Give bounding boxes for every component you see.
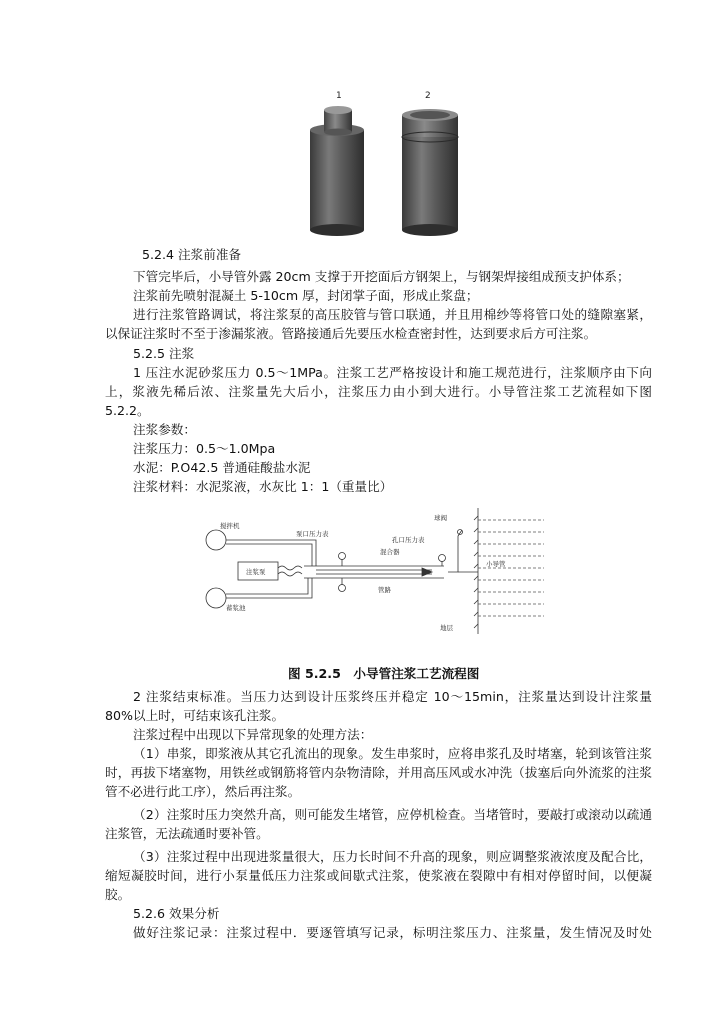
- pipe-cap-figure: [270, 80, 480, 240]
- section-5-2-6-heading: 5.2.6 效果分析: [133, 906, 220, 921]
- section-5-2-5-heading: 5.2.5 注浆: [133, 346, 195, 361]
- cylinder-1: [310, 106, 364, 236]
- grouting-flow-diagram: [196, 506, 548, 642]
- paragraph-line: 下管完毕后，小导管外露 20cm 支撑于开挖面后方钢架上，与钢架焊接组成预支护体系；: [133, 269, 630, 284]
- paragraph-line: 注浆过程中出现以下异常现象的处理方法：: [133, 727, 373, 742]
- paragraph-line: 注浆参数：: [133, 422, 196, 437]
- paragraph-line: 1 压注水泥砂浆压力 0.5～1MPa。注浆工艺严格按设计和施工规范进行，注浆顺序由下向: [133, 365, 652, 380]
- paragraph-line: （3）注浆过程中出现进浆量很大，压力长时间不升高的现象，则应调整浆液浓度及配合比，: [133, 849, 652, 864]
- label-stratum: 地层: [440, 624, 453, 632]
- paragraph-line: 上，浆液先稀后浓、注浆量先大后小，注浆压力由小到大进行。小导管注浆工艺流程如下图: [105, 384, 652, 399]
- paragraph-line: 时，再拔下堵塞物，用铁丝或钢筋将管内杂物清除，并用高压风或水冲洗（拔塞后向外流浆的注浆: [105, 765, 652, 780]
- figure-caption: 图 5.2.5 小导管注浆工艺流程图: [288, 666, 480, 681]
- label-hole-gauge: 孔口压力表: [392, 536, 425, 544]
- figure-label-1: 1: [336, 91, 342, 101]
- mixer-tank: [206, 530, 226, 550]
- paragraph-line: 管不必进行此工序），然后再注浆。: [105, 784, 301, 799]
- label-pump: 注浆泵: [246, 568, 266, 576]
- paragraph-line: 水泥：P.O42.5 普通硅酸盐水泥: [133, 460, 311, 475]
- paragraph-line: 胶。: [105, 887, 131, 902]
- label-mixing-device: 混合器: [380, 548, 400, 556]
- paragraph-line: 5.2.2。: [105, 403, 150, 418]
- label-small-pipe: 小导管: [486, 560, 506, 568]
- paragraph-line: 80%以上时，可结束该孔注浆。: [105, 708, 285, 723]
- paragraph-line: 注浆材料：水泥浆液，水灰比 1：1（重量比）: [133, 479, 393, 494]
- paragraph-line: 注浆前先喷射混凝土 5-10cm 厚，封闭掌子面，形成止浆盘；: [133, 288, 479, 303]
- paragraph-line: 注浆管，无法疏通时要补管。: [105, 826, 269, 841]
- paragraph-line: 进行注浆管路调试，将注浆泵的高压胶管与管口联通，并且用棉纱等将管口处的缝隙塞紧，: [133, 307, 652, 322]
- cylinder-2: [402, 109, 458, 236]
- paragraph-line: （1）串浆，即浆液从其它孔流出的现象。发生串浆时，应将串浆孔及时堵塞，轮到该管注浆: [133, 746, 652, 761]
- paragraph-line: 做好注浆记录：注浆过程中．要逐管填写记录，标明注浆压力、注浆量，发生情况及时处: [133, 925, 652, 940]
- paragraph-line: 2 注浆结束标准。当压力达到设计压浆终压并稳定 10～15min，注浆量达到设计注浆量: [133, 689, 652, 704]
- storage-tank: [206, 588, 226, 608]
- label-mixer: 搅拌机: [220, 522, 240, 530]
- label-pipeline: 管路: [378, 586, 391, 594]
- label-pump-gauge: 泵口压力表: [296, 530, 329, 538]
- section-5-2-4-heading: 5.2.4 注浆前准备: [142, 247, 242, 262]
- label-storage-tank: 蓄浆池: [226, 604, 246, 612]
- figure-label-2: 2: [425, 91, 431, 101]
- label-ball-valve: 球阀: [434, 514, 447, 522]
- paragraph-line: 缩短凝胶时间，进行小泵量低压力注浆或间歇式注浆，使浆液在裂隙中有相对停留时间，以便凝: [105, 868, 652, 883]
- paragraph-line: （2）注浆时压力突然升高，则可能发生堵管，应停机检查。当堵管时，要敲打或滚动以疏通: [133, 807, 652, 822]
- paragraph-line: 以保证注浆时不至于渗漏浆液。管路接通后先要压水检查密封性，达到要求后方可注浆。: [105, 326, 597, 341]
- paragraph-line: 注浆压力：0.5～1.0Mpa: [133, 441, 276, 456]
